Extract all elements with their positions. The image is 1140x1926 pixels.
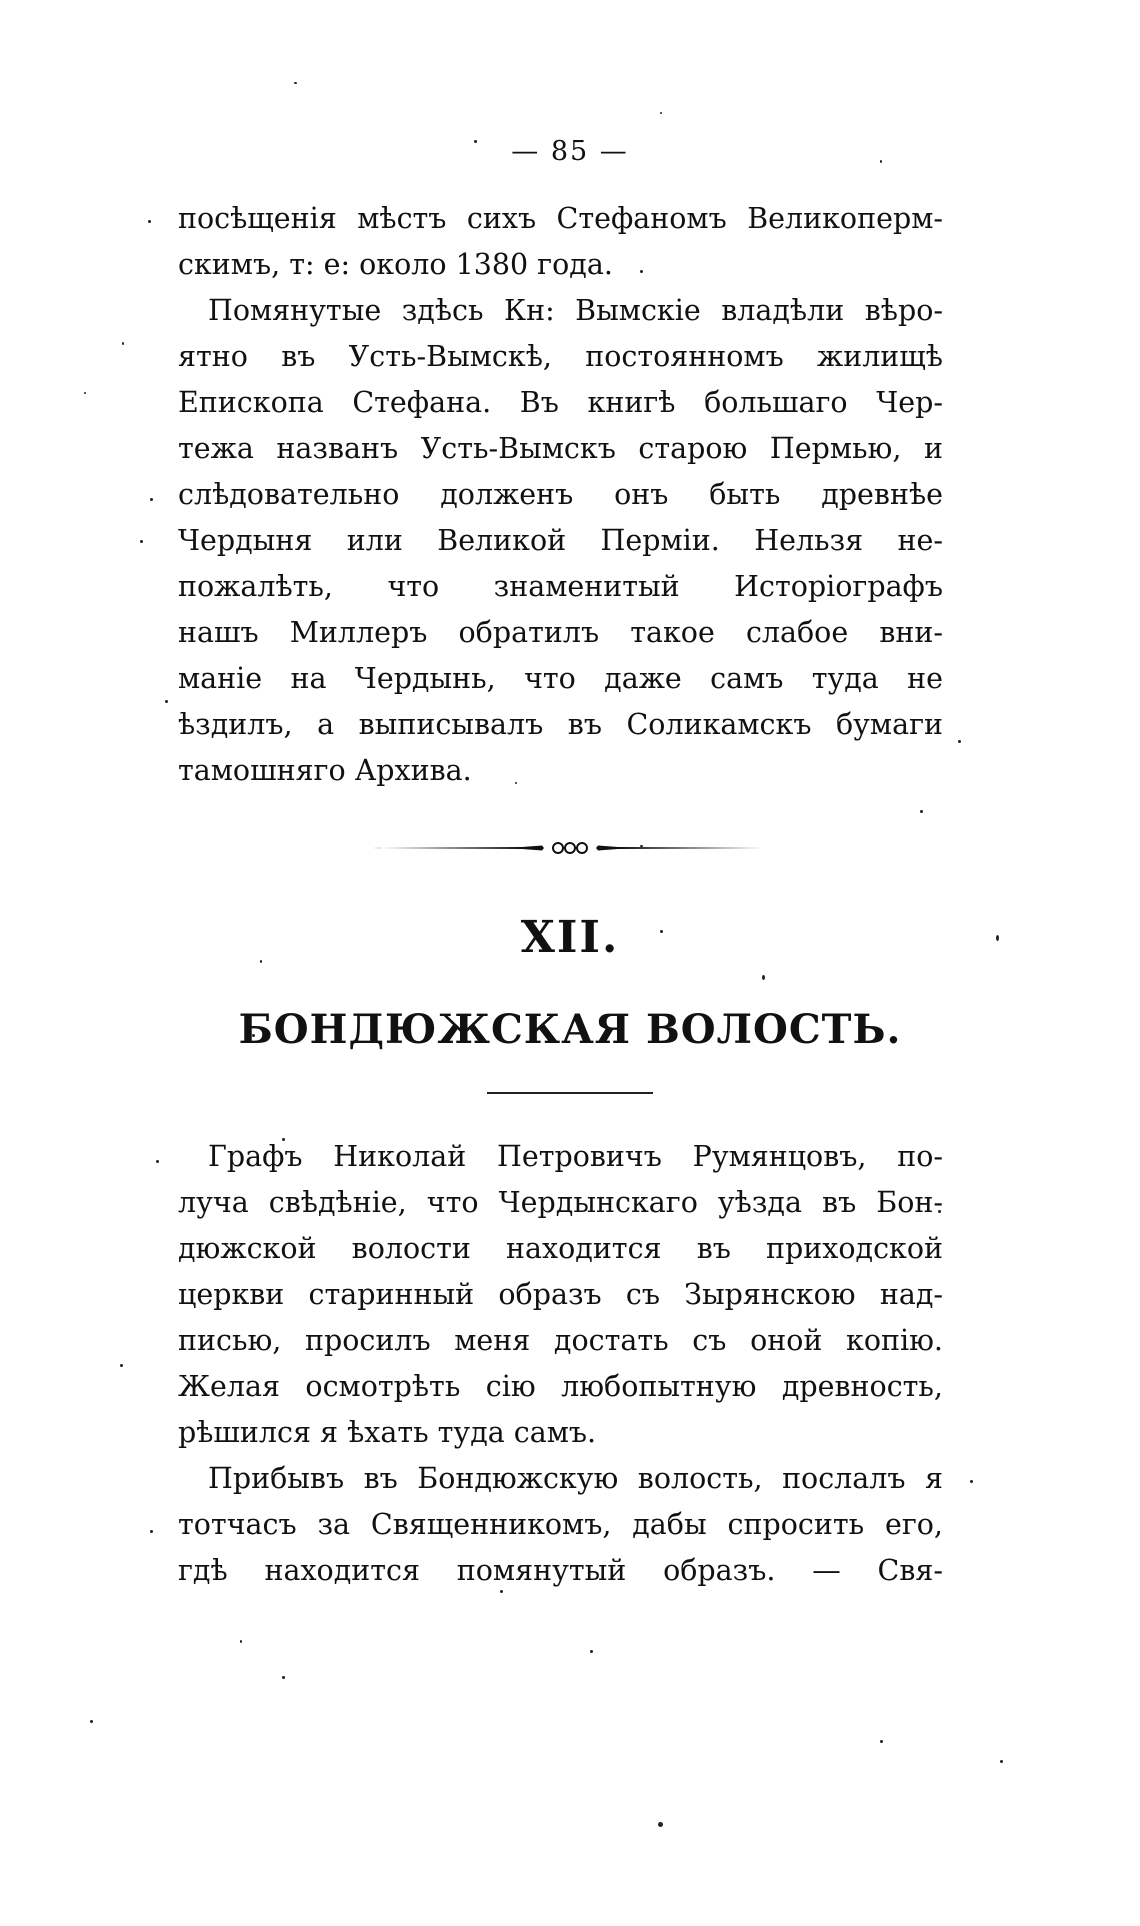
print-speck <box>1000 1760 1003 1763</box>
text-line: церкви старинный образъ съ Зырянскою над- <box>178 1278 943 1311</box>
print-speck <box>660 112 662 114</box>
print-speck <box>140 540 143 543</box>
print-speck <box>970 1480 973 1483</box>
top-text <box>178 196 943 794</box>
page-number: — 85 — <box>511 136 629 167</box>
text-line: тотчасъ за Священникомъ, дабы спросить его, <box>178 1508 943 1541</box>
print-speck <box>90 1720 93 1723</box>
print-speck <box>156 1160 159 1163</box>
text-line: луча свѣдѣніе, что Чердынскаго уѣзда въ Бон- <box>178 1186 943 1219</box>
print-speck <box>762 975 765 980</box>
text-line: Помянутые здѣсь Кн: Вымскіе владѣли вѣро- <box>208 294 943 327</box>
text-line: дюжской волости находится въ приходской <box>178 1232 943 1265</box>
text-line: рѣшился я ѣхать туда самъ. <box>178 1416 597 1449</box>
section-number: XII. <box>520 912 620 963</box>
section-title: БОНДЮЖСКАЯ ВОЛОСТЬ. <box>238 1006 902 1053</box>
print-speck <box>122 342 124 345</box>
title-rule <box>487 1092 653 1094</box>
print-speck <box>84 392 86 394</box>
print-speck <box>590 1650 593 1653</box>
print-speck <box>282 1676 285 1679</box>
text-line: Епископа Стефана. Въ книгѣ большаго Чер- <box>178 386 943 419</box>
text-line: тамошняго Архива. <box>178 754 472 787</box>
print-speck <box>880 1740 883 1743</box>
paragraph <box>178 288 943 794</box>
text-line: посѣщенія мѣстъ сихъ Стефаномъ Великоперм- <box>178 202 943 235</box>
print-speck <box>120 1364 123 1367</box>
print-speck <box>150 498 153 501</box>
text-line: ѣздилъ, а выписывалъ въ Соликамскъ бумаги <box>178 708 943 741</box>
text-line: ятно въ Усть-Вымскѣ, постоянномъ жилищѣ <box>178 340 943 373</box>
print-speck <box>958 740 961 743</box>
print-speck <box>240 1640 242 1643</box>
text-line: Желая осмотрѣть сію любопытную древность, <box>178 1370 943 1403</box>
paragraph <box>178 1134 943 1456</box>
print-speck <box>920 810 923 813</box>
print-speck <box>148 220 151 223</box>
text-line: Графъ Николай Петровичъ Румянцовъ, по- <box>208 1140 943 1173</box>
ornament-divider <box>372 838 768 858</box>
paragraph <box>178 1456 943 1594</box>
print-speck <box>150 1530 153 1533</box>
text-line: нашъ Миллеръ обратилъ такое слабое вни- <box>178 616 943 649</box>
text-line: Чердыня или Великой Перміи. Нельзя не- <box>178 524 943 557</box>
text-line: Прибывъ въ Бондюжскую волость, послалъ я <box>208 1462 943 1495</box>
text-line: тежа названъ Усть-Вымскъ старою Пермью, и <box>178 432 943 465</box>
text-line: пожалѣть, что знаменитый Исторіографъ <box>178 570 943 603</box>
text-line: скимъ, т: е: около 1380 года. <box>178 248 613 281</box>
text-line: маніе на Чердынь, что даже самъ туда не <box>178 662 943 695</box>
text-line: гдѣ находится помянутый образъ. — Свя- <box>178 1554 943 1587</box>
paragraph <box>178 196 943 288</box>
print-speck <box>165 700 168 703</box>
print-speck <box>658 1822 663 1827</box>
bottom-text <box>178 1134 943 1594</box>
text-line: писью, просилъ меня достать съ оной копію. <box>178 1324 943 1357</box>
print-speck <box>294 82 297 84</box>
text-line: слѣдовательно долженъ онъ быть древнѣе <box>178 478 943 511</box>
